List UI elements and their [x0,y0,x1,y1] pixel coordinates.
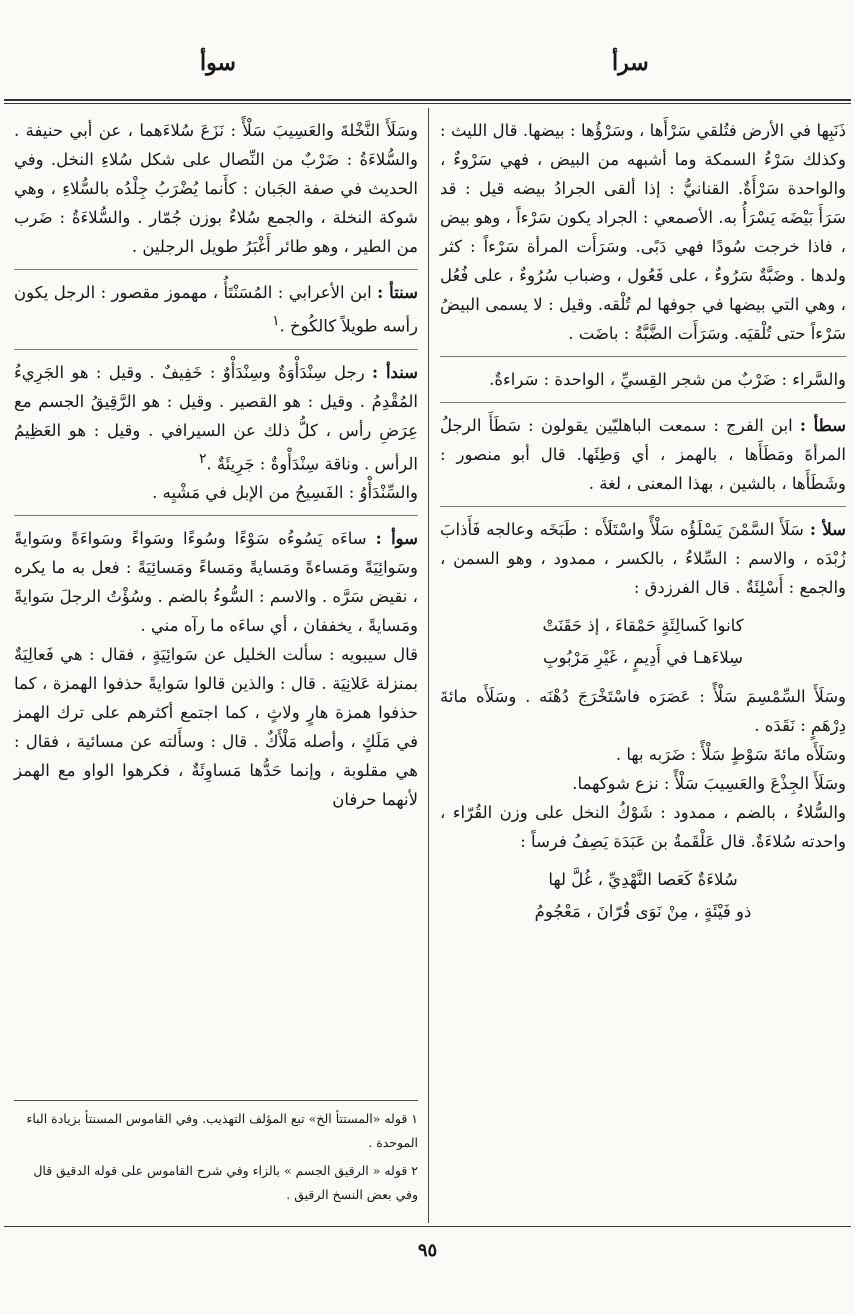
entry-sala-continued [14,116,418,270]
verse-line: ذو فَيْئَةٍ ، مِنْ نَوَى قُرّانَ ، مَعْجُومُ [534,902,752,921]
entry-text: والسُّلاءُ ، بالضم ، ممدود : شَوْكُ النخل على وزن القُرّاء ، واحدته سُلاءَةٌ. قال عَلْقَمةُ بن عَبَدَة يَصِفُ فرساً : [440,803,846,851]
footnotes [14,1100,418,1211]
footnote-marker: ١ [272,313,280,329]
footer-rule [4,1226,851,1227]
verse-line: كانوا كَسالِئَةٍ حَمْقاءَ ، إذ حَقَنَتْ [542,616,744,635]
header-rule-thin [4,103,851,104]
verse-line: سِلاءَهـا في أَدِيمٍ ، غَيْرِ مَرْبُوبِ [543,648,743,667]
entry-sala [440,515,846,944]
entry-sara-continued [440,116,846,357]
poem-verse [440,610,846,674]
entry-sanda [14,358,418,517]
footnote-marker: ٢ [198,450,207,467]
entry-text: وسَلَأَ الجِذْعَ والعَسِيبَ سَلْأً : نزع شوكهما. [572,774,846,793]
right-column [440,116,846,952]
headword: سوأ : [375,529,418,548]
entry-sawa [14,524,418,822]
headword: سلأ : [809,520,846,539]
poem-verse [440,864,846,928]
entry-text: وسَلَأَه مائةَ سَوْطٍ سَلْأً : ضَرَبه بها . [615,745,846,764]
column-divider [428,108,429,1223]
entry-text: ابن الأعرابي : المُسَنْتَأُ ، مهموز مقصور : الرجل يكون رأسه طويلاً كالكُوخ . [14,283,418,336]
entry-santa [14,278,418,350]
page-number: ٩٥ [417,1240,438,1261]
entry-text: والسَّراء : ضَرْبٌ من شجر القِسيِّ ، الواحدة : سَراءةٌ. [489,370,846,389]
entry-sata [440,411,846,507]
entry-text: وسَلَأَ السِّمْسِمَ سَلْأً : عَصَرَه فاسْتَخْرَجَ دُهْنَه . وسَلَأَه مائةَ دِرْهَمٍ : نَقَدَه . [440,687,846,735]
entry-text: ابن الفرج : سمعت الباهليّين يقولون : سَطَأَ الرجلُ المرأةَ ومَطَأَها ، بالهمز ، أي وَطِئَها. قال أبو منصور : وشَطَأَها ، بالشين ، بهذا المعنى ، لغة . [440,416,846,493]
verse-line: سُلاءَةٌ كَعَصا النَّهْدِيِّ ، غُلَّ لها [548,870,738,889]
headword: سندأ : [372,362,419,382]
entry-text: ذَنَبِها في الأرض فتُلقي سَرْأَها ، وسَرْؤُها : بيضها. قال الليث : وكذلك سَرْءُ السمكة وما أشبهه من البيض ، فهي سَرْوءٌ ، والواحدة سَرْأَةٌ. القنانيُّ : إذا ألقى الجرادُ بيضه قيل : قد سَرَأَ بَيْضَه يَسْرَأُ به. الأصمعي : الجراد يكون سَرْءاً ، وهو بيض ، فاذا خرجت سُودًا فهي دَبًى. وسَرَأَت المرأة سَرْءاً : كثر ولدها . وضَبَّةٌ سَرُوءٌ ، على فَعُول ، وضباب سُرُوءٌ ، على فُعُل ، وهي التي بيضها في جوفها لم تُلْقه. وقيل : لا يسمى البيضُ سَرْءاً حتى تُلْقيَه. وسَرَأَت الضَّبَّةُ : باضَت . [440,121,846,343]
headword: سطأ : [799,416,846,435]
headword: سنتأ : [377,283,418,302]
footnote-1 [14,1107,418,1155]
entry-text: ساءَه يَسُوءُه سَوْءًا وسُوءًا وسَواءً وسَواءَةً وسَوايةً وسَوائِيَةً ومَساءةً ومَسايةً ومَساءً ومَسائِيَةً : فعل به ما يكره ، نقيض سَرَّه . والاسم : السُّوءُ بالضم . وسُؤْتُ الرجلَ سَوايةً ومَسايةً ، يخففان ، أي ساءَه ما رآه مني . [14,529,418,635]
left-column [14,116,418,830]
header-rule [4,99,851,101]
footnote-text: قوله « الرقيق الجسم » بالزاء وفي شرح القاموس على قوله الدقيق قال وفي بعض النسخ الرقيق . [33,1163,418,1202]
running-head-right: سرأ [612,50,649,76]
footnote-number: ٢ [411,1163,418,1178]
footnote-number: ١ [411,1111,418,1126]
entry-text: رجل سِنْدَأْوَةٌ وسِنْدَأْوٌ : خَفِيفٌ . وقيل : هو الجَرِيءُ المُقْدِمُ . وقيل : هو القصير . وقيل : هو الرَّقِيقُ الجسم مع عِرَضِ رأس ، كلُّ ذلك عن السيرافي . وقيل : هو العَظِيمُ الرأس . وناقة سِنْدَأْوةٌ : جَرِيئَةٌ . [14,362,418,473]
footnote-text: قوله «المستتأ الخ» تبع المؤلف التهذيب. وفي القاموس المسنتأ بزيادة الباء الموحدة . [26,1111,418,1150]
entry-text: وسَلَأَ النَّخْلةَ والعَسِيبَ سَلْأً : نَزَعَ سُلاءَهما ، عن أبي حنيفة . والسُّلاءَةُ : ضَرْبٌ من النِّصال على شكل سُلاءِ النخل. وفي الحديث في صفة الجَبان : كأَنما يُضْرَبُ جِلْدُه بالسُّلاءِ ، وهي شوكة النخلة ، والجمع سُلاءٌ بوزن جُمّار . والسُّلاءَةُ : ضَرب من الطير ، وهو طائر أَغْبَرُ طويل الرجلين . [14,121,418,256]
entry-text: قال سيبويه : سألت الخليل عن سَوائِيَةٍ ، فقال : هي فَعالِيَةٌ بمنزلة عَلانِيَة . قال : والذين قالوا سَوايةً حذفوا الهمزة ، كما حذفوا همزة هارٍ ولاثٍ ، كما اجتمع أكثرهم على ترك الهمز في مَلَكٍ ، وأصله مَلْأَكٌ . قال : وسأَلته عن مسائية ، فقال : هي مقلوبة ، وإنما حَدُّها مَساوِئَةٌ ، فكرهوا الواو مع الهمز لأنهما حرفان [14,645,418,809]
entry-text: والسِّنْدَأْوُ : الفَسِيحُ من الإبل في مَشْيِه . [152,483,418,502]
entry-sara-tail [440,365,846,403]
running-head-left: سوأ [200,50,236,76]
footnote-2 [14,1159,418,1207]
entry-text: سَلَأَ السَّمْنَ يَسْلَؤُه سَلْأً واسْتَلَأَه : طَبَخَه وعالجه فَأَذابَ زُبْدَه ، والاسم : السِّلاءُ ، بالكسر ، ممدود ، وهو السمن ، والجمع : أَسْلِئَةٌ . قال الفرزدق : [440,520,846,597]
